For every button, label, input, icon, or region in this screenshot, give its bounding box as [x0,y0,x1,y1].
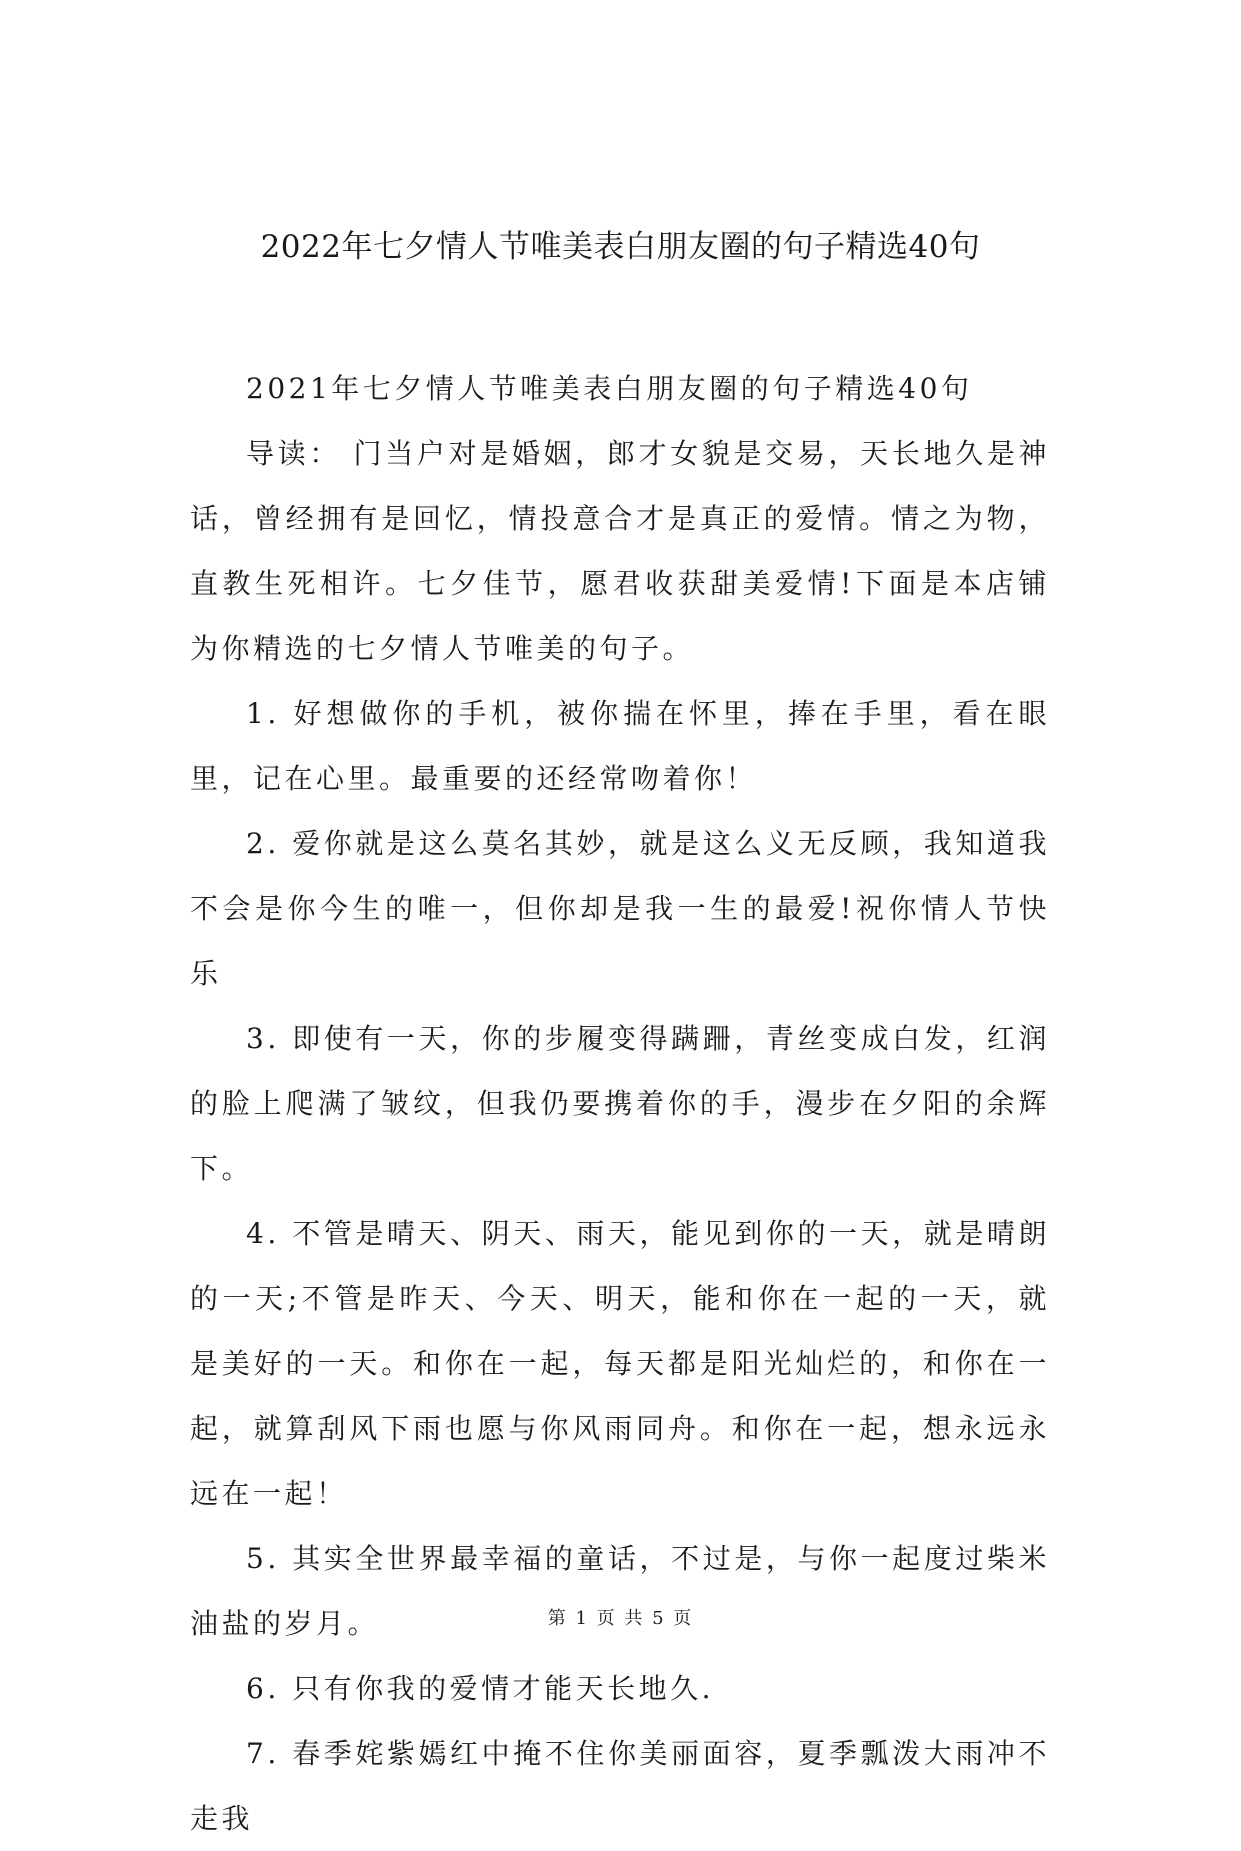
paragraph-item-4: 4. 不管是晴天、阴天、雨天，能见到你的一天，就是晴朗的一天;不管是昨天、今天、明天，能和你在一起的一天，就是美好的一天。和你在一起，每天都是阳光灿烂的，和你在一起，就算刮风下雨也愿与你风雨同舟。和你在一起，想永远永远在一起！ [190,1217,1050,1510]
paragraph-item-3: 3. 即使有一天，你的步履变得蹒跚，青丝变成白发，红润的脸上爬满了皱纹，但我仍要携着你的手，漫步在夕阳的余辉下。 [190,1022,1050,1185]
paragraph-subtitle: 2021年七夕情人节唯美表白朋友圈的句子精选40句 [246,372,973,405]
paragraph-item-6: 6. 只有你我的爱情才能天长地久. [246,1672,715,1705]
paragraph-item-5: 5. 其实全世界最幸福的童话，不过是，与你一起度过柴米油盐的岁月。 [190,1542,1050,1640]
paragraph-intro: 导读： 门当户对是婚姻，郎才女貌是交易，天长地久是神话，曾经拥有是回忆，情投意合才是真正的爱情。情之为物，直教生死相许。七夕佳节，愿君收获甜美爱情!下面是本店铺为你精选的七夕情人节唯美的句子。 [190,437,1050,665]
paragraph-item-2: 2. 爱你就是这么莫名其妙，就是这么义无反顾，我知道我不会是你今生的唯一，但你却是我一生的最爱!祝你情人节快乐 [190,827,1050,990]
paragraph-item-1: 1. 好想做你的手机，被你揣在怀里，捧在手里，看在眼里，记在心里。最重要的还经常吻着你！ [190,697,1050,795]
paragraph-item-7: 7. 春季姹紫嫣红中掩不住你美丽面容，夏季瓢泼大雨冲不走我 [190,1737,1050,1835]
page-number-footer: 第 1 页 共 5 页 [547,1608,694,1629]
document-title: 2022年七夕情人节唯美表白朋友圈的句子精选40句 [260,229,981,265]
